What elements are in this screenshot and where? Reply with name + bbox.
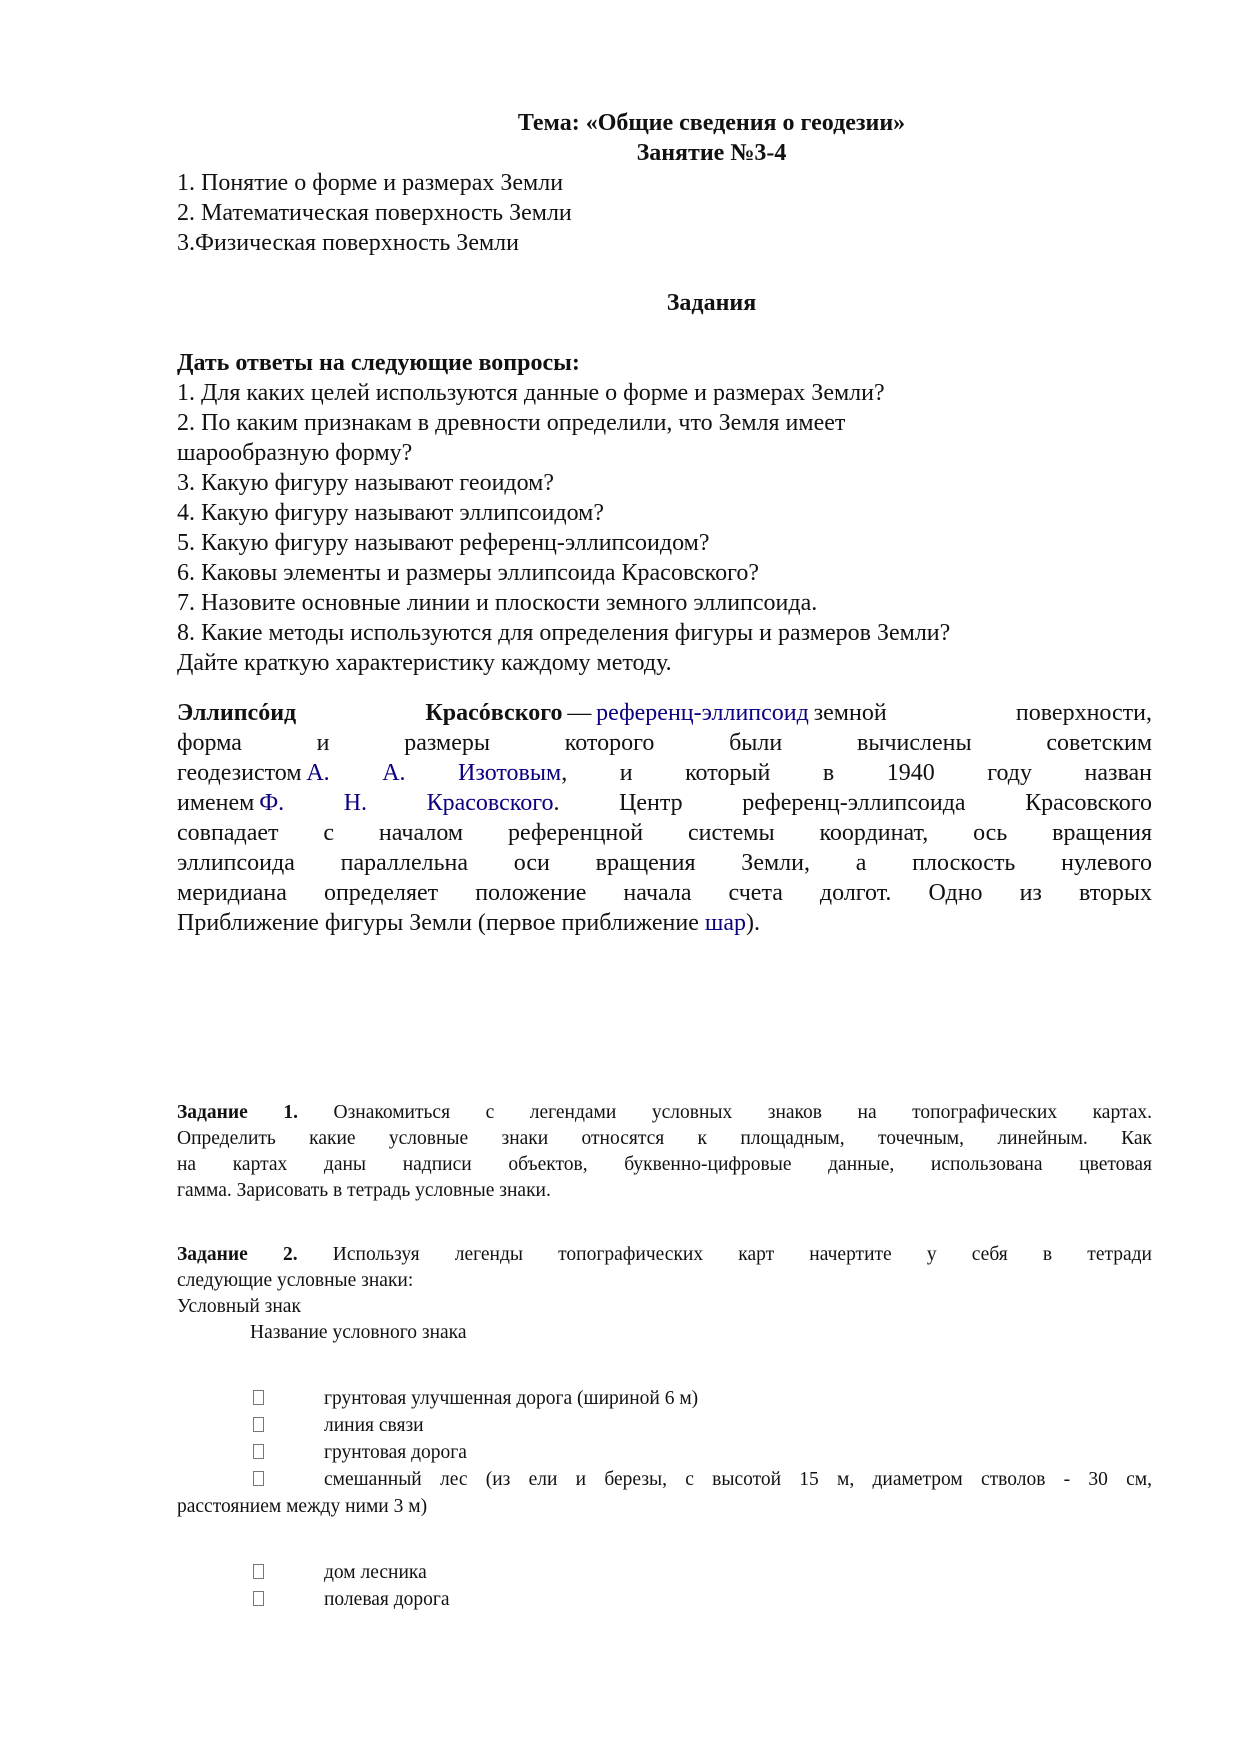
list-item: линия связи	[253, 1413, 264, 1439]
list-item: дом лесника	[253, 1560, 264, 1586]
term-word: Эллипсóид	[177, 700, 297, 726]
plan-item: 2. Математическая поверхность Земли	[177, 200, 572, 226]
task1-line-3: на картах даны надписи объектов, буквенно-цифровые данные, использована цветовая	[177, 1154, 1152, 1175]
checkbox-icon	[253, 1564, 264, 1579]
question-item: 4. Какую фигуру называют эллипсоидом?	[177, 500, 604, 526]
column-header-symbol: Условный знак	[177, 1296, 301, 1317]
plan-item: 3.Физическая поверхность Земли	[177, 230, 519, 256]
ellipsoid-line-8: Приближение фигуры Земли (первое приближение шар).	[177, 910, 761, 936]
list-item: грунтовая улучшенная дорога (шириной 6 м)	[253, 1386, 264, 1412]
topic-title: Тема: «Общие сведения о геодезии»	[517, 110, 906, 136]
checkbox-icon	[253, 1471, 264, 1486]
question-item: 6. Каковы элементы и размеры эллипсоида Красовского?	[177, 560, 759, 586]
question-item: 3. Какую фигуру называют геоидом?	[177, 470, 555, 496]
ellipsoid-line-2: форма и размеры которого были вычислены советским	[177, 730, 1153, 756]
ellipsoid-line-5: совпадает с началом референцной системы координат, ось вращения	[177, 820, 1152, 846]
list-item-text: смешанный лес (из ели и березы, с высотой 15 м, диаметром стволов - 30 см,	[324, 1469, 1152, 1490]
column-header-name: Название условного знака	[250, 1322, 467, 1343]
lesson-title: Занятие №3-4	[636, 140, 787, 166]
task1-line-2: Определить какие условные знаки относятся к площадным, точечным, линейным. Как	[177, 1128, 1152, 1149]
list-item	[253, 1467, 264, 1493]
list-item: полевая дорога	[253, 1587, 264, 1613]
checkbox-icon	[253, 1591, 264, 1606]
task2-line-1: Задание 2. Используя легенды топографических карт начертите у себя в тетради	[177, 1244, 1152, 1265]
list-item-continuation: расстоянием между ними 3 м)	[177, 1496, 428, 1517]
checkbox-icon	[253, 1444, 264, 1459]
checkbox-icon	[253, 1417, 264, 1432]
plan-item: 1. Понятие о форме и размерах Земли	[177, 170, 564, 196]
link-krasovsky[interactable]: Ф. Н. Красовского	[259, 790, 554, 816]
questions-heading: Дать ответы на следующие вопросы:	[177, 350, 580, 376]
checkbox-icon	[253, 1390, 264, 1405]
link-sphere[interactable]: шар	[704, 910, 747, 936]
dash: —	[567, 700, 592, 726]
question-item: 1. Для каких целей используются данные о форме и размерах Земли?	[177, 380, 885, 406]
ellipsoid-line-7: меридиана определяет положение начала счета долгот. Одно из вторых	[177, 880, 1152, 906]
task2-label: Задание 2.	[177, 1244, 298, 1265]
ellipsoid-line-6: эллипсоида параллельна оси вращения Земли, а плоскость нулевого	[177, 850, 1152, 876]
question-item: шарообразную форму?	[177, 440, 413, 466]
question-item: Дайте краткую характеристику каждому методу.	[177, 650, 672, 676]
question-item: 2. По каким признакам в древности определили, что Земля имеет	[177, 410, 846, 436]
list-item: грунтовая дорога	[253, 1440, 264, 1466]
question-item: 7. Назовите основные линии и плоскости земного эллипсоида.	[177, 590, 818, 616]
term-word: Красóвского	[425, 700, 563, 726]
task1-line-4: гамма. Зарисовать в тетрадь условные знаки.	[177, 1180, 551, 1201]
ellipsoid-line-3: геодезистом А. А. Изотовым, и который в 1940 году назван	[177, 760, 1153, 786]
ellipsoid-line-1: Эллипсóид Красóвского — референц-эллипсоид земной поверхности,	[177, 700, 1153, 726]
question-item: 8. Какие методы используются для определения фигуры и размеров Земли?	[177, 620, 951, 646]
link-reference-ellipsoid[interactable]: референц-эллипсоид	[596, 700, 809, 726]
task1-label: Задание 1.	[177, 1102, 298, 1123]
task1-line-1: Задание 1. Ознакомиться с легендами условных знаков на топографических картах.	[177, 1102, 1152, 1123]
question-item: 5. Какую фигуру называют референц-эллипсоидом?	[177, 530, 710, 556]
link-izotov[interactable]: А. А. Изотовым	[306, 760, 562, 786]
task2-line-2: следующие условные знаки:	[177, 1270, 414, 1291]
ellipsoid-line-4: именем Ф. Н. Красовского. Центр референц-эллипсоида Красовского	[177, 790, 1153, 816]
tasks-heading: Задания	[666, 290, 757, 316]
